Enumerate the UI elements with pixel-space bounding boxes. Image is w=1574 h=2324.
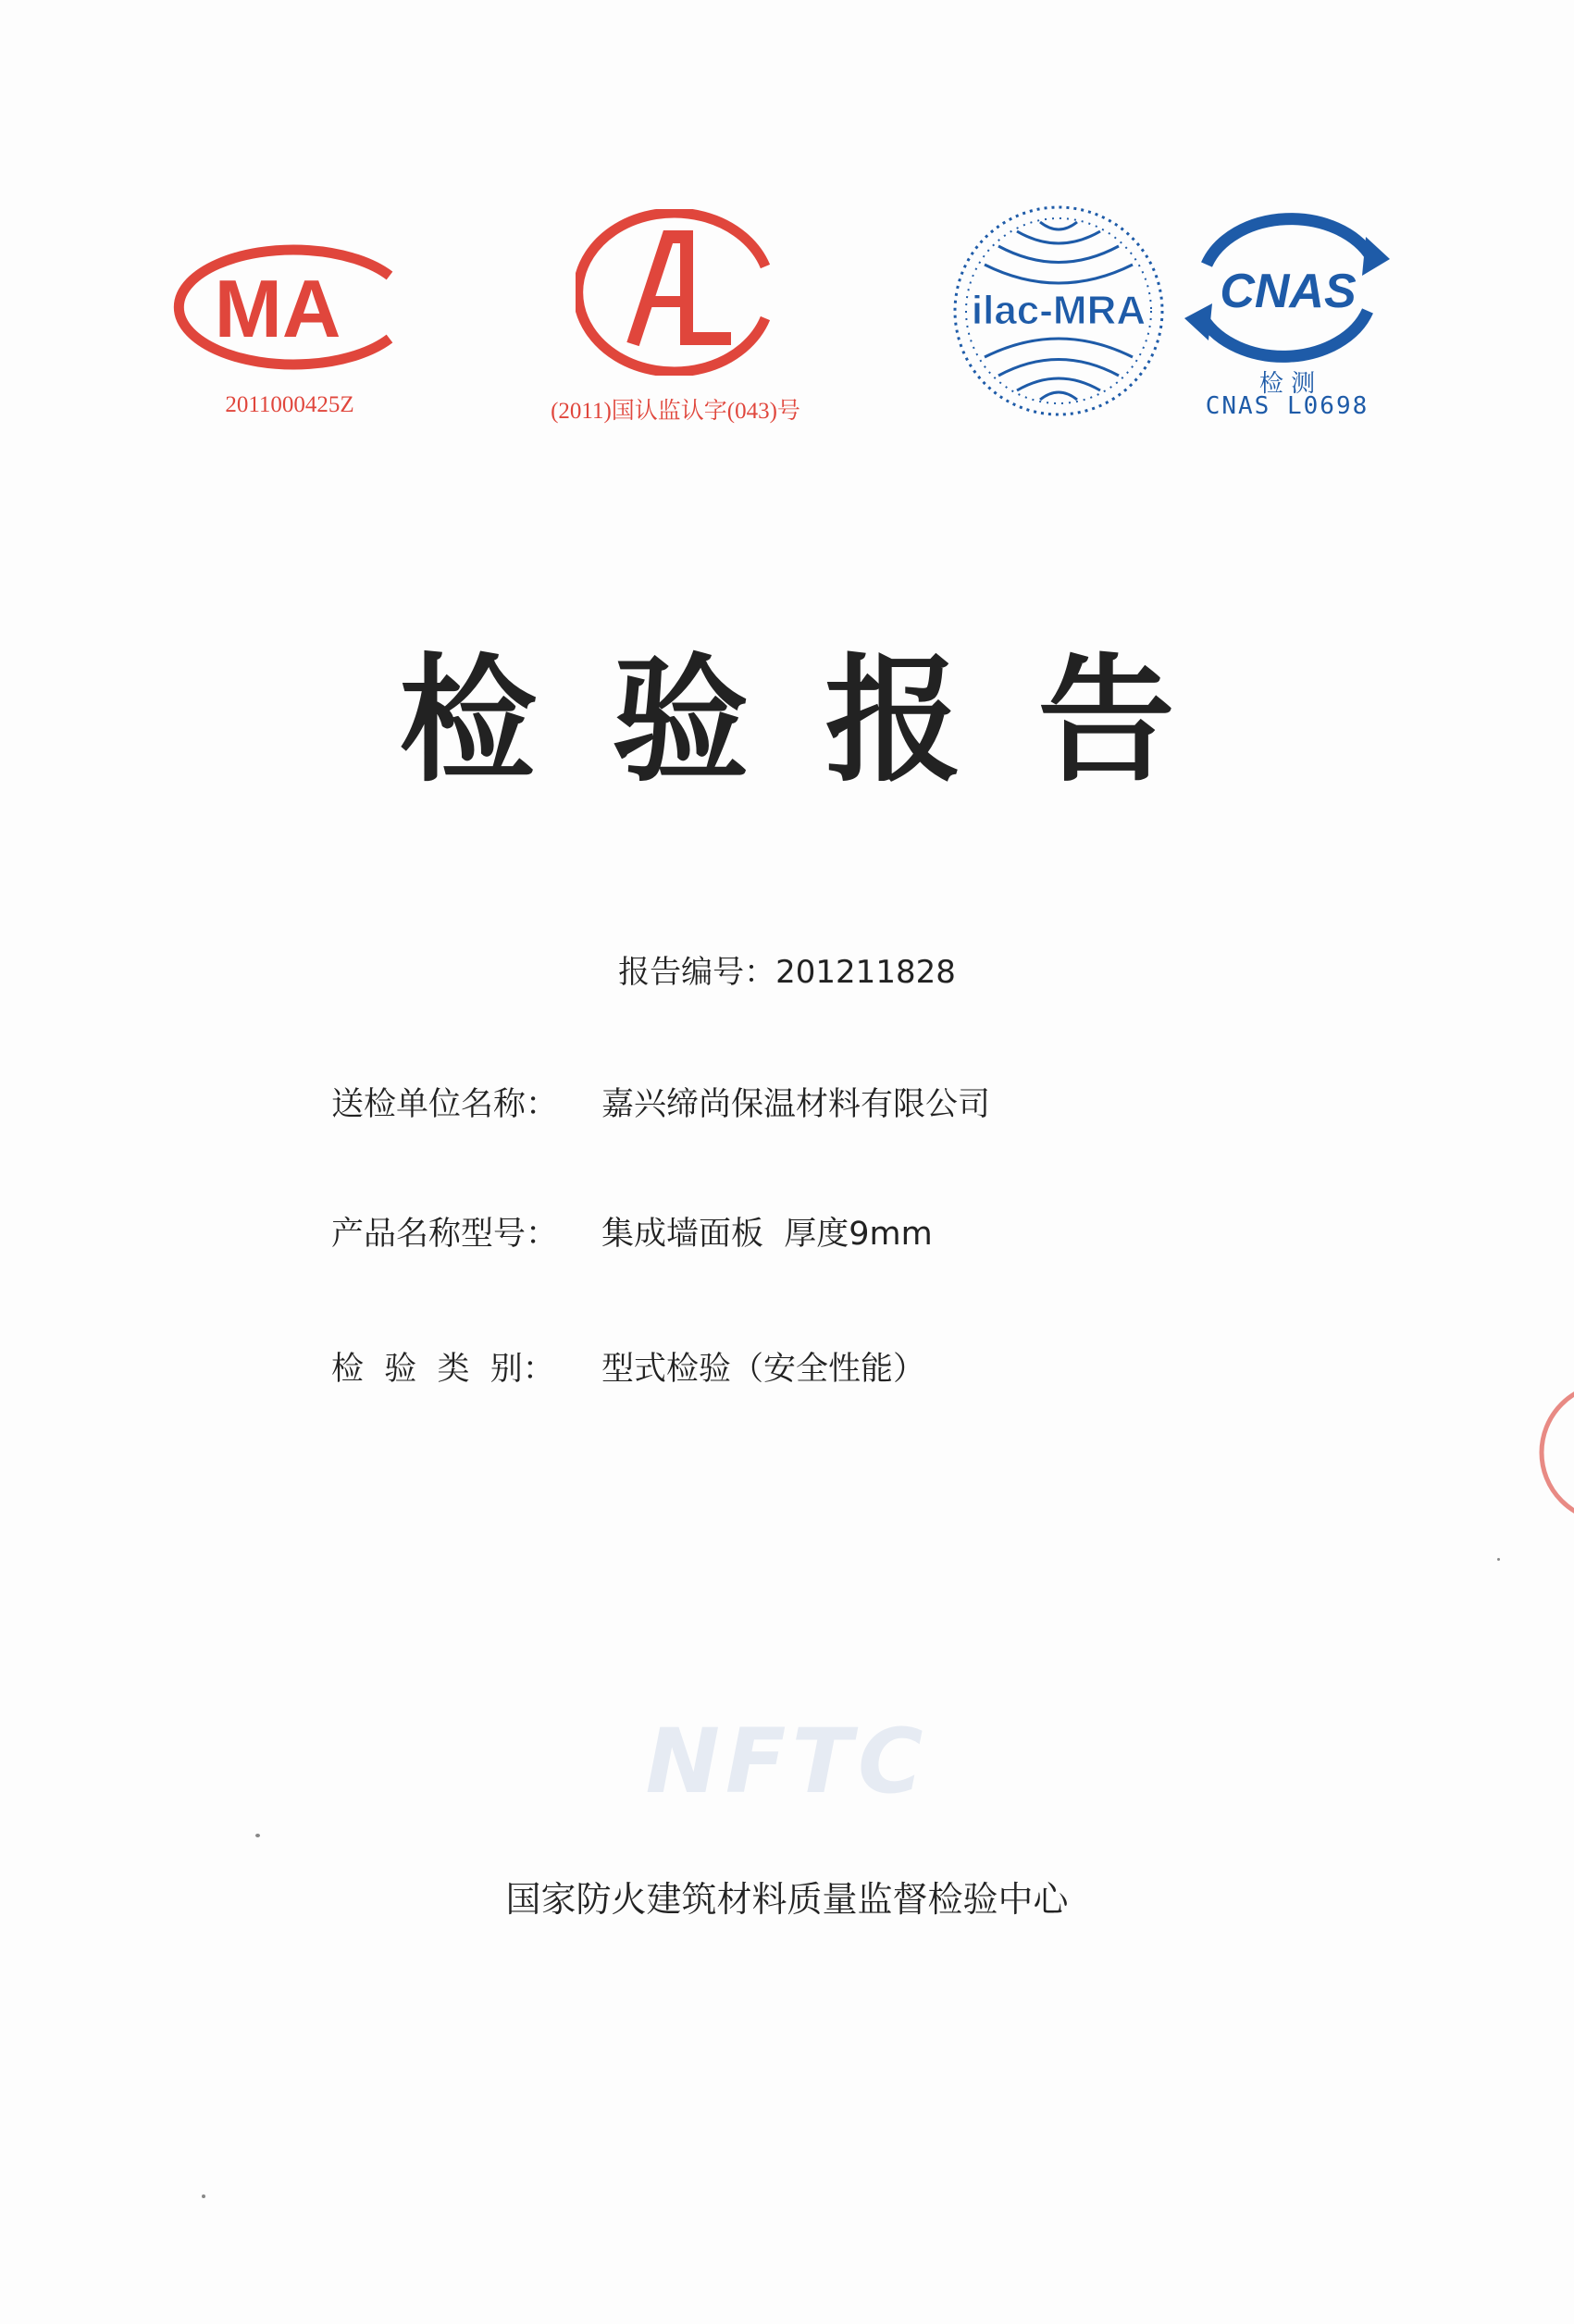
cnas-logo [1181, 211, 1394, 368]
nftc-watermark: NFTC [645, 1710, 929, 1813]
seal-fragment-icon [1536, 1369, 1574, 1536]
report-number-value: 201211828 [775, 954, 956, 991]
cnas-caption-code: CNAS L0698 [1205, 392, 1370, 420]
cma-caption: 2011000425Z [225, 392, 354, 417]
field-label: 检 验 类 别： [331, 1351, 555, 1388]
field-value: 型式检验（安全性能） [601, 1351, 926, 1388]
cnas-caption-cn: 检 测 [1258, 370, 1316, 398]
field-label: 送检单位名称： [331, 1086, 559, 1123]
ilac-mark-text: ilac-MRA [971, 288, 1146, 333]
report-number-label: 报告编号： [618, 954, 776, 991]
field-label: 产品名称型号： [331, 1216, 559, 1253]
cma-mark-text: MA [214, 263, 341, 354]
field-row-product [331, 1208, 933, 1255]
field-row-submitter [331, 1079, 990, 1125]
report-number-line [0, 946, 1574, 992]
document-title: 检验报告 [399, 641, 1251, 800]
field-row-test-type [331, 1343, 925, 1390]
issuing-organization: 国家防火建筑材料质量监督检验中心 [505, 1879, 1069, 1920]
field-value: 集成墙面板 厚度9mm [601, 1216, 933, 1253]
scan-speck [202, 2194, 205, 2198]
scan-speck [255, 1834, 260, 1837]
cal-mark-icon [576, 209, 781, 376]
cnas-mark-text: CNAS [1220, 265, 1357, 318]
scan-speck [1497, 1558, 1500, 1561]
cma-logo [171, 242, 408, 372]
cma-mark-icon [171, 242, 408, 372]
cal-caption: (2011)国认监认字(043)号 [551, 399, 800, 424]
field-value: 嘉兴缔尚保温材料有限公司 [601, 1086, 991, 1123]
ilac-mra-logo [948, 200, 1170, 422]
cnas-mark-icon [1181, 211, 1394, 368]
ilac-globe-icon [948, 200, 1170, 422]
cal-logo [576, 209, 781, 376]
